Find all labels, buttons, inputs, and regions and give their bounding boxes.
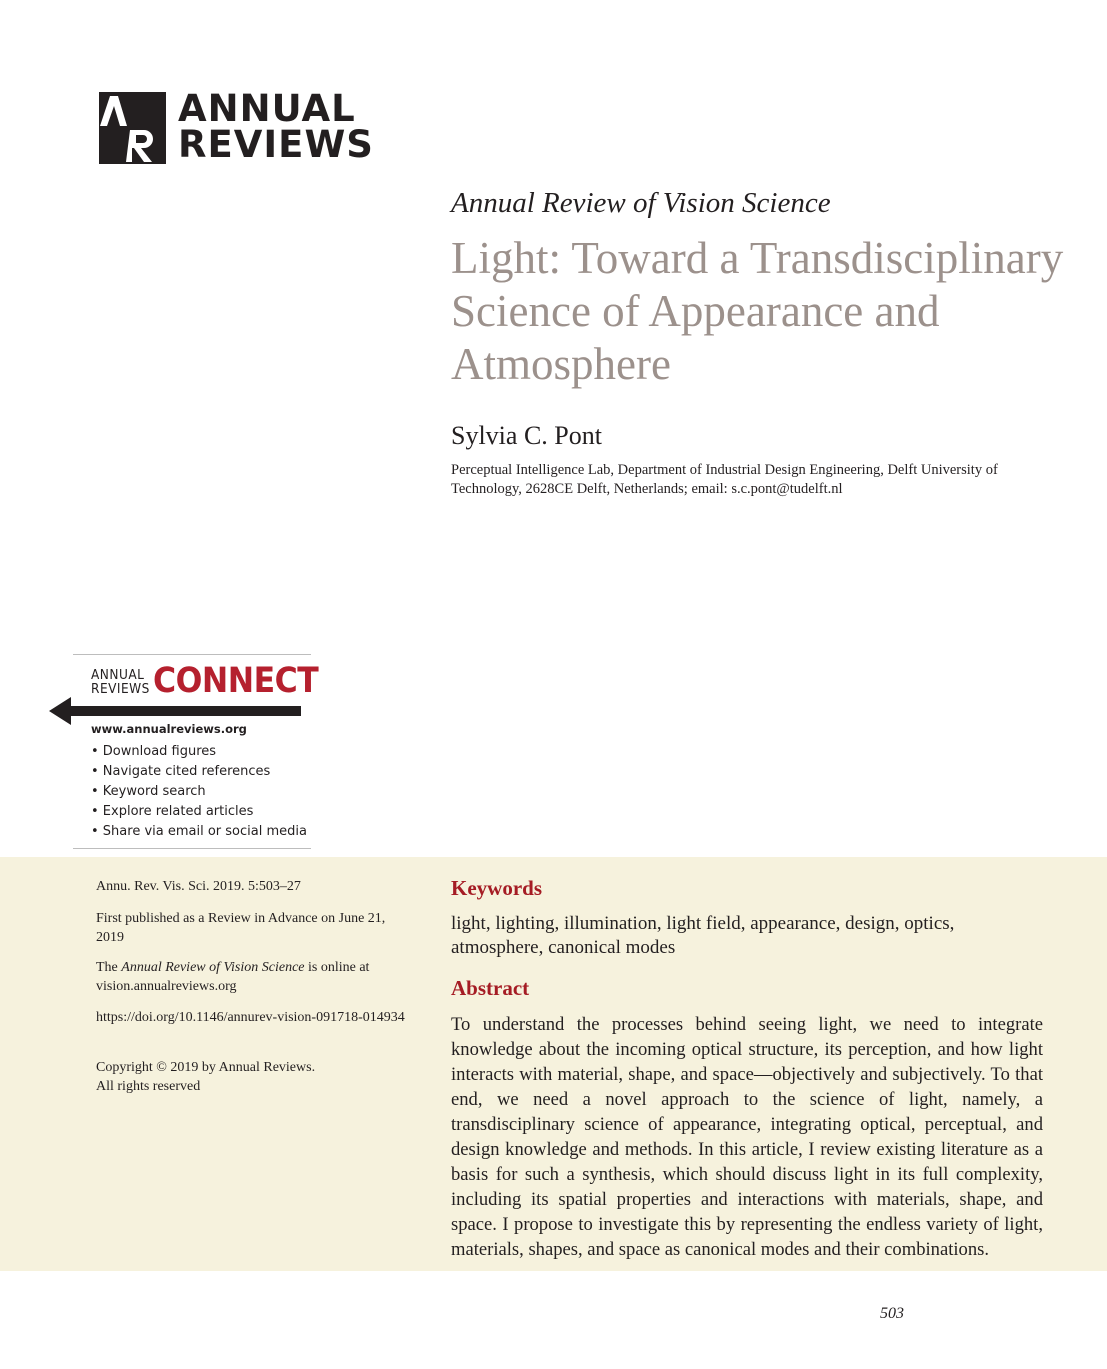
doi-link[interactable]: https://doi.org/10.1146/annurev-vision-091718-014934 <box>96 1010 405 1025</box>
keywords-text: light, lighting, illumination, light field, appearance, design, optics, atmosphere, canonical modes <box>451 913 955 958</box>
publisher-line-1: ANNUAL <box>178 87 356 130</box>
abstract-text: To understand the processes behind seeing light, we need to integrate knowledge about the incoming optical structure, its perception, and how light interacts with material, shape, and space—objectively and subjectively. To that end, we need a novel approach to the science of light, namely, a transdisciplinary science of appearance, integrating optical, perceptual, and design knowledge and methods. In this article, I review existing literature as a basis for such a synthesis, which should discuss light in its full complexity, including its spatial properties and interactions with materials, shape, and space. I propose to investigate this by representing the endless variety of light, materials, shapes, and space as canonical modes and their combinations. <box>451 1014 1043 1260</box>
page-number: 503 <box>880 1305 904 1322</box>
connect-brand-small: ANNUAL REVIEWS <box>91 667 150 697</box>
first-published: First published as a Review in Advance on June 21, 2019 <box>96 911 386 945</box>
connect-brand-word: CONNECT <box>153 661 319 701</box>
citation: Annu. Rev. Vis. Sci. 2019. 5:503–27 <box>96 879 301 894</box>
online-journal-name: Annual Review of Vision Science <box>121 960 305 975</box>
list-item: • Navigate cited references <box>91 764 271 779</box>
journal-name: Annual Review of Vision Science <box>451 187 831 219</box>
list-item: • Keyword search <box>91 784 206 799</box>
connect-box[interactable] <box>73 654 319 849</box>
copyright: Copyright © 2019 by Annual Reviews. All rights reserved <box>96 1060 316 1094</box>
list-item: • Explore related articles <box>91 804 254 819</box>
connect-url[interactable]: www.annualreviews.org <box>91 722 247 736</box>
list-item: • Download figures <box>91 744 217 759</box>
annual-reviews-logo <box>96 87 376 166</box>
publisher-line-2: REVIEWS <box>178 123 374 166</box>
article-title: Light: Toward a Transdisciplinary Science of Appearance and Atmosphere <box>451 233 1064 389</box>
keywords-heading: Keywords <box>451 876 542 900</box>
abstract-heading: Abstract <box>451 976 530 1000</box>
annual-reviews-logo-mark-icon <box>96 92 166 164</box>
author-name: Sylvia C. Pont <box>451 421 602 450</box>
online-info: The Annual Review of Vision Science is online at vision.annualreviews.org <box>96 960 370 994</box>
author-affiliation: Perceptual Intelligence Lab, Department of Industrial Design Engineering, Delft University of Technology, 2628CE Delft, Netherlands; email: s.c.pont@tudelft.nl <box>451 462 998 497</box>
list-item: • Share via email or social media <box>91 824 307 839</box>
connect-feature-list <box>91 742 307 842</box>
